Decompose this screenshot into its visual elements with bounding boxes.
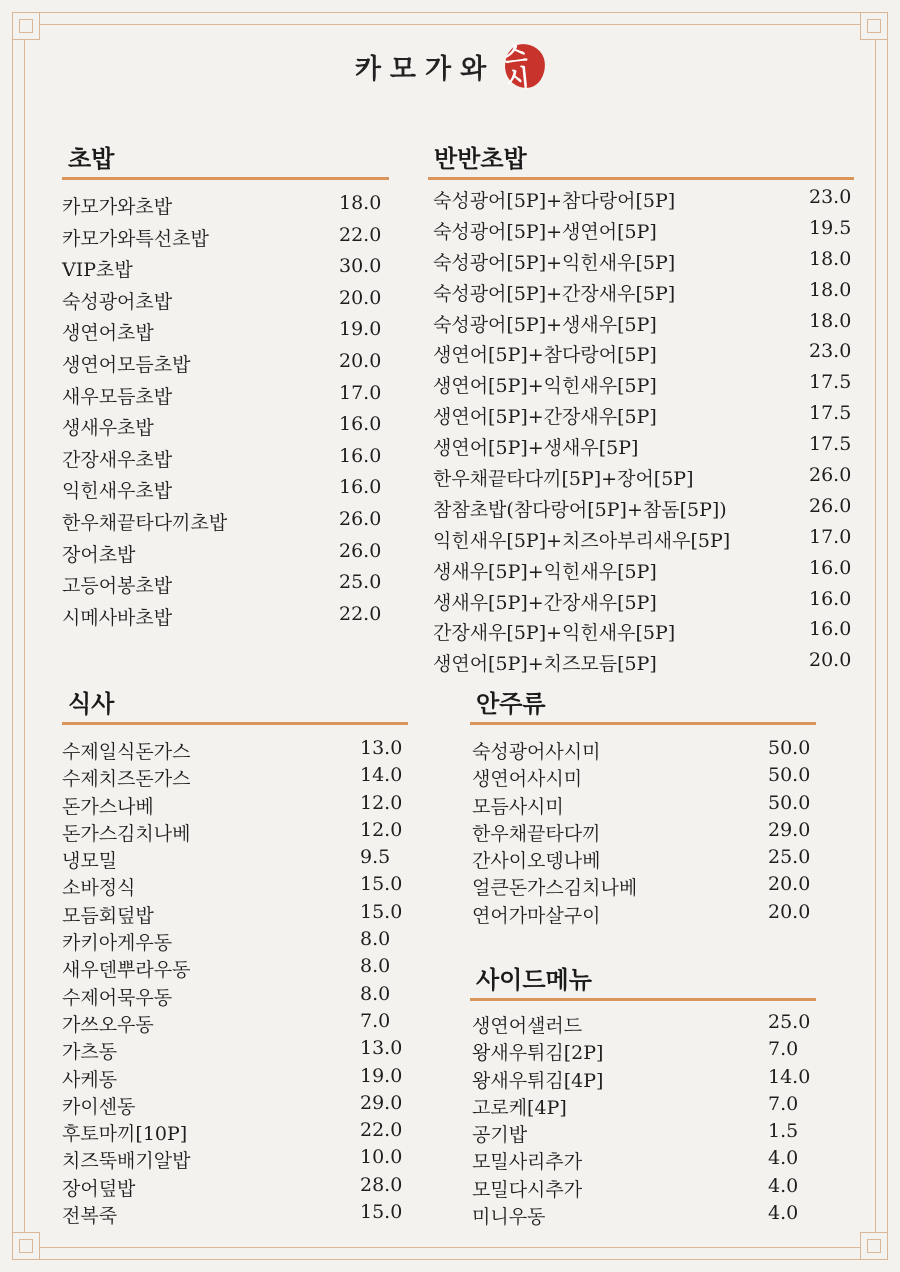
- menu-item: [62, 764, 408, 791]
- corner-ornament-bottom-left: [12, 1232, 40, 1260]
- section-divider: [62, 722, 408, 725]
- menu-item: [428, 402, 854, 433]
- menu-item-name: 생새우[5P]+익힌새우[5P]: [433, 560, 657, 583]
- menu-item-price: 16.0: [809, 587, 852, 610]
- menu-item: [62, 955, 408, 982]
- menu-item-price: 25.0: [768, 1011, 811, 1033]
- menu-item-price: 50.0: [768, 791, 811, 814]
- menu-item-name: 숙성광어[5P]+참다랑어[5P]: [433, 190, 676, 212]
- menu-item: [62, 819, 408, 846]
- menu-item-price: 18.0: [809, 247, 852, 270]
- menu-item-price: 19.0: [339, 318, 382, 341]
- menu-item-name: 돈가스나베: [62, 795, 154, 818]
- menu-item-price: 16.0: [809, 556, 852, 579]
- menu-item: [62, 571, 389, 603]
- menu-item-price: 13.0: [360, 737, 403, 759]
- menu-item-name: 돈가스김치나베: [62, 822, 191, 845]
- menu-item-name: 소바정식: [62, 877, 136, 900]
- menu-item-name: 치즈뚝배기알밥: [62, 1150, 191, 1173]
- menu-item-price: 29.0: [360, 1091, 403, 1114]
- menu-item-price: 23.0: [809, 186, 852, 208]
- menu-item: [470, 1038, 816, 1065]
- menu-item-name: 한우채끝타다끼[5P]+장어[5P]: [433, 468, 694, 491]
- menu-list: [62, 737, 408, 1228]
- menu-item-name: 시메사바초밥: [62, 606, 173, 629]
- menu-item-name: 한우채끝타다끼초밥: [62, 511, 228, 534]
- menu-item-price: 15.0: [360, 873, 403, 896]
- menu-item-name: 장어덮밥: [62, 1177, 136, 1200]
- section-title: 사이드메뉴: [476, 966, 592, 994]
- section-side-menu: [470, 966, 816, 1229]
- menu-item-name: 가쓰오우동: [62, 1013, 154, 1036]
- menu-item: [62, 901, 408, 928]
- menu-item-price: 26.0: [809, 494, 852, 517]
- menu-item-price: 26.0: [809, 464, 852, 487]
- menu-item-name: 새우덴뿌라우동: [62, 959, 191, 982]
- menu-item: [428, 557, 854, 588]
- menu-item-price: 19.5: [809, 216, 852, 239]
- corner-ornament-top-left: [12, 12, 40, 40]
- menu-list: [470, 737, 816, 928]
- menu-item: [470, 873, 816, 900]
- menu-item-name: 모밀다시추가: [472, 1178, 583, 1201]
- menu-item: [428, 248, 854, 279]
- menu-item-name: 카모가와특선초밥: [62, 227, 209, 250]
- menu-item-name: 공기밥: [472, 1124, 528, 1147]
- section-anju: [470, 690, 816, 928]
- menu-item-name: 참참초밥(참다랑어[5P]+참돔[5P]): [433, 498, 727, 521]
- menu-item: [470, 764, 816, 791]
- menu-item-name: 미니우동: [472, 1206, 546, 1229]
- menu-item: [62, 1146, 408, 1173]
- menu-item-price: 23.0: [809, 340, 852, 363]
- section-title: 초밥: [68, 145, 115, 173]
- menu-item-name: 냉모밀: [62, 850, 118, 873]
- menu-item-name: 카키아게우동: [62, 932, 173, 955]
- brand-name: 카모가와: [354, 53, 496, 85]
- section-divider: [470, 998, 816, 1001]
- menu-item: [62, 1065, 408, 1092]
- menu-item-price: 22.0: [360, 1119, 403, 1142]
- section-divider: [470, 722, 816, 725]
- menu-item: [470, 1120, 816, 1147]
- menu-item: [62, 846, 408, 873]
- menu-item: [428, 371, 854, 402]
- menu-item-price: 26.0: [339, 507, 382, 530]
- menu-item: [470, 901, 816, 928]
- menu-item-price: 16.0: [339, 444, 382, 467]
- menu-item-name: 카이센동: [62, 1095, 136, 1118]
- menu-item: [470, 1011, 816, 1038]
- menu-item-name: 수제치즈돈가스: [62, 768, 191, 791]
- menu-item-price: 18.0: [809, 278, 852, 301]
- menu-item-price: 16.0: [339, 413, 382, 436]
- sushi-seal-icon: [502, 39, 547, 94]
- menu-item: [62, 873, 408, 900]
- menu-item-name: 간사이오뎅나베: [472, 850, 601, 873]
- menu-item-name: 숙성광어사시미: [472, 741, 601, 763]
- menu-item: [62, 1201, 408, 1228]
- menu-item: [428, 464, 854, 495]
- menu-item-name: 새우모듬초밥: [62, 385, 173, 408]
- menu-item-name: 카모가와초밥: [62, 196, 173, 218]
- menu-item: [62, 445, 389, 477]
- menu-item: [62, 382, 389, 414]
- menu-item: [428, 340, 854, 371]
- menu-item-name: 생연어[5P]+참다랑어[5P]: [433, 344, 657, 367]
- menu-item: [62, 413, 389, 445]
- menu-item: [428, 279, 854, 310]
- menu-list: [428, 186, 854, 680]
- menu-item-price: 20.0: [339, 286, 382, 309]
- menu-item-name: 숙성광어[5P]+생연어[5P]: [433, 220, 657, 243]
- menu-item-price: 15.0: [360, 900, 403, 923]
- brand-logo: [0, 39, 900, 94]
- menu-item-name: 숙성광어[5P]+생새우[5P]: [433, 313, 657, 336]
- menu-item-price: 13.0: [360, 1037, 403, 1060]
- menu-item: [470, 1093, 816, 1120]
- menu-item-price: 18.0: [809, 309, 852, 332]
- section-siksa: [62, 690, 408, 1228]
- menu-item-price: 7.0: [768, 1038, 799, 1061]
- menu-item-price: 20.0: [339, 349, 382, 372]
- menu-item-name: 숙성광어[5P]+간장새우[5P]: [433, 282, 676, 305]
- menu-item-price: 8.0: [360, 928, 391, 951]
- menu-item: [62, 983, 408, 1010]
- section-title: 반반초밥: [434, 145, 527, 173]
- menu-item-name: 생연어[5P]+간장새우[5P]: [433, 406, 657, 429]
- menu-item: [470, 792, 816, 819]
- menu-item: [62, 508, 389, 540]
- menu-item-price: 12.0: [360, 818, 403, 841]
- menu-item-name: 고로케[4P]: [472, 1096, 567, 1119]
- menu-item-name: 간장새우[5P]+익힌새우[5P]: [433, 622, 676, 645]
- menu-item: [470, 819, 816, 846]
- menu-item-name: 생연어사시미: [472, 768, 583, 791]
- menu-item-name: 생새우초밥: [62, 417, 154, 440]
- menu-item-name: 숙성광어초밥: [62, 290, 173, 313]
- menu-item-price: 20.0: [768, 900, 811, 923]
- menu-item-name: 한우채끝타다끼: [472, 822, 601, 845]
- menu-item: [62, 1010, 408, 1037]
- menu-item-name: 숙성광어[5P]+익힌새우[5P]: [433, 251, 676, 274]
- menu-item-price: 16.0: [339, 476, 382, 499]
- menu-item: [62, 350, 389, 382]
- section-chobap: [62, 145, 389, 634]
- menu-item-price: 18.0: [339, 192, 382, 214]
- section-banban: [428, 145, 854, 680]
- menu-item-price: 8.0: [360, 982, 391, 1005]
- menu-item-name: 수제일식돈가스: [62, 741, 191, 763]
- menu-item-price: 26.0: [339, 539, 382, 562]
- menu-item: [62, 224, 389, 256]
- menu-item: [62, 287, 389, 319]
- menu-item-name: 모듬회덮밥: [62, 904, 154, 927]
- section-divider: [428, 177, 854, 180]
- menu-item-price: 28.0: [360, 1173, 403, 1196]
- menu-item-price: 29.0: [768, 818, 811, 841]
- menu-item-price: 25.0: [339, 571, 382, 594]
- menu-item-price: 4.0: [768, 1202, 799, 1225]
- menu-item-name: 장어초밥: [62, 543, 136, 566]
- menu-item-price: 14.0: [768, 1065, 811, 1088]
- menu-item: [470, 846, 816, 873]
- menu-item-price: 4.0: [768, 1147, 799, 1170]
- menu-item-price: 50.0: [768, 764, 811, 787]
- menu-item: [62, 1174, 408, 1201]
- menu-item: [470, 737, 816, 764]
- menu-item-name: 익힌새우초밥: [62, 480, 173, 503]
- menu-item-price: 1.5: [768, 1120, 799, 1143]
- menu-item-name: 생연어초밥: [62, 322, 154, 345]
- menu-list: [470, 1011, 816, 1229]
- menu-item: [62, 1119, 408, 1146]
- menu-item: [428, 649, 854, 680]
- menu-item-price: 17.5: [809, 371, 852, 394]
- menu-item-price: 10.0: [360, 1146, 403, 1169]
- menu-item-price: 50.0: [768, 737, 811, 759]
- menu-item: [470, 1147, 816, 1174]
- menu-item: [428, 588, 854, 619]
- menu-item: [62, 928, 408, 955]
- menu-item-name: 연어가마살구이: [472, 904, 601, 927]
- corner-ornament-top-right: [860, 12, 888, 40]
- menu-item: [470, 1066, 816, 1093]
- menu-item-price: 9.5: [360, 846, 391, 869]
- menu-item: [62, 192, 389, 224]
- menu-item: [470, 1202, 816, 1229]
- menu-item: [62, 737, 408, 764]
- menu-item-price: 17.5: [809, 433, 852, 456]
- menu-item-price: 20.0: [768, 873, 811, 896]
- seal-text: 스시: [502, 39, 532, 94]
- menu-item: [428, 186, 854, 217]
- menu-item-price: 12.0: [360, 791, 403, 814]
- menu-item-name: 가츠동: [62, 1041, 118, 1064]
- menu-item-name: VIP초밥: [62, 259, 133, 282]
- menu-item-name: 생연어[5P]+생새우[5P]: [433, 437, 639, 460]
- menu-item-price: 15.0: [360, 1201, 403, 1224]
- menu-item: [62, 1092, 408, 1119]
- menu-item-name: 간장새우초밥: [62, 448, 173, 471]
- menu-item: [470, 1175, 816, 1202]
- corner-ornament-bottom-right: [860, 1232, 888, 1260]
- menu-item: [428, 618, 854, 649]
- menu-item: [62, 792, 408, 819]
- menu-item-price: 14.0: [360, 764, 403, 787]
- menu-item-name: 후토마끼[10P]: [62, 1123, 188, 1146]
- menu-item: [62, 318, 389, 350]
- menu-item-name: 생연어[5P]+치즈모듬[5P]: [433, 653, 657, 676]
- menu-item-price: 4.0: [768, 1174, 799, 1197]
- menu-item-name: 사케동: [62, 1068, 118, 1091]
- menu-item-price: 22.0: [339, 223, 382, 246]
- menu-item-price: 22.0: [339, 602, 382, 625]
- menu-item-price: 16.0: [809, 618, 852, 641]
- menu-item: [62, 476, 389, 508]
- section-title: 식사: [68, 690, 115, 718]
- menu-item-price: 7.0: [360, 1009, 391, 1032]
- menu-list: [62, 192, 389, 634]
- menu-item-price: 17.0: [339, 381, 382, 404]
- menu-item-name: 전복죽: [62, 1205, 118, 1228]
- menu-item-price: 8.0: [360, 955, 391, 978]
- menu-item-price: 19.0: [360, 1064, 403, 1087]
- menu-item: [62, 603, 389, 635]
- menu-item-name: 모듬사시미: [472, 795, 564, 818]
- menu-item: [428, 310, 854, 341]
- menu-item: [428, 433, 854, 464]
- menu-item-name: 왕새우튀김[2P]: [472, 1042, 604, 1065]
- menu-item-price: 20.0: [809, 649, 852, 672]
- menu-item: [62, 1037, 408, 1064]
- menu-item: [428, 217, 854, 248]
- menu-item-price: 7.0: [768, 1092, 799, 1115]
- menu-item-name: 왕새우튀김[4P]: [472, 1069, 604, 1092]
- menu-item-price: 25.0: [768, 846, 811, 869]
- menu-item-name: 수제어묵우동: [62, 986, 173, 1009]
- section-divider: [62, 177, 389, 180]
- menu-item-name: 고등어봉초밥: [62, 575, 173, 598]
- menu-item-name: 얼큰돈가스김치나베: [472, 877, 638, 900]
- menu-item-name: 익힌새우[5P]+치즈아부리새우[5P]: [433, 529, 731, 552]
- menu-item: [428, 526, 854, 557]
- menu-item-name: 생연어모듬초밥: [62, 353, 191, 376]
- menu-item: [62, 540, 389, 572]
- menu-item: [428, 495, 854, 526]
- menu-item: [62, 255, 389, 287]
- menu-item-name: 생새우[5P]+간장새우[5P]: [433, 591, 657, 614]
- menu-item-name: 생연어샐러드: [472, 1015, 583, 1037]
- menu-item-name: 모밀사리추가: [472, 1151, 583, 1174]
- menu-item-price: 30.0: [339, 255, 382, 278]
- menu-item-price: 17.5: [809, 402, 852, 425]
- menu-item-name: 생연어[5P]+익힌새우[5P]: [433, 375, 657, 398]
- section-title: 안주류: [476, 690, 546, 718]
- menu-item-price: 17.0: [809, 525, 852, 548]
